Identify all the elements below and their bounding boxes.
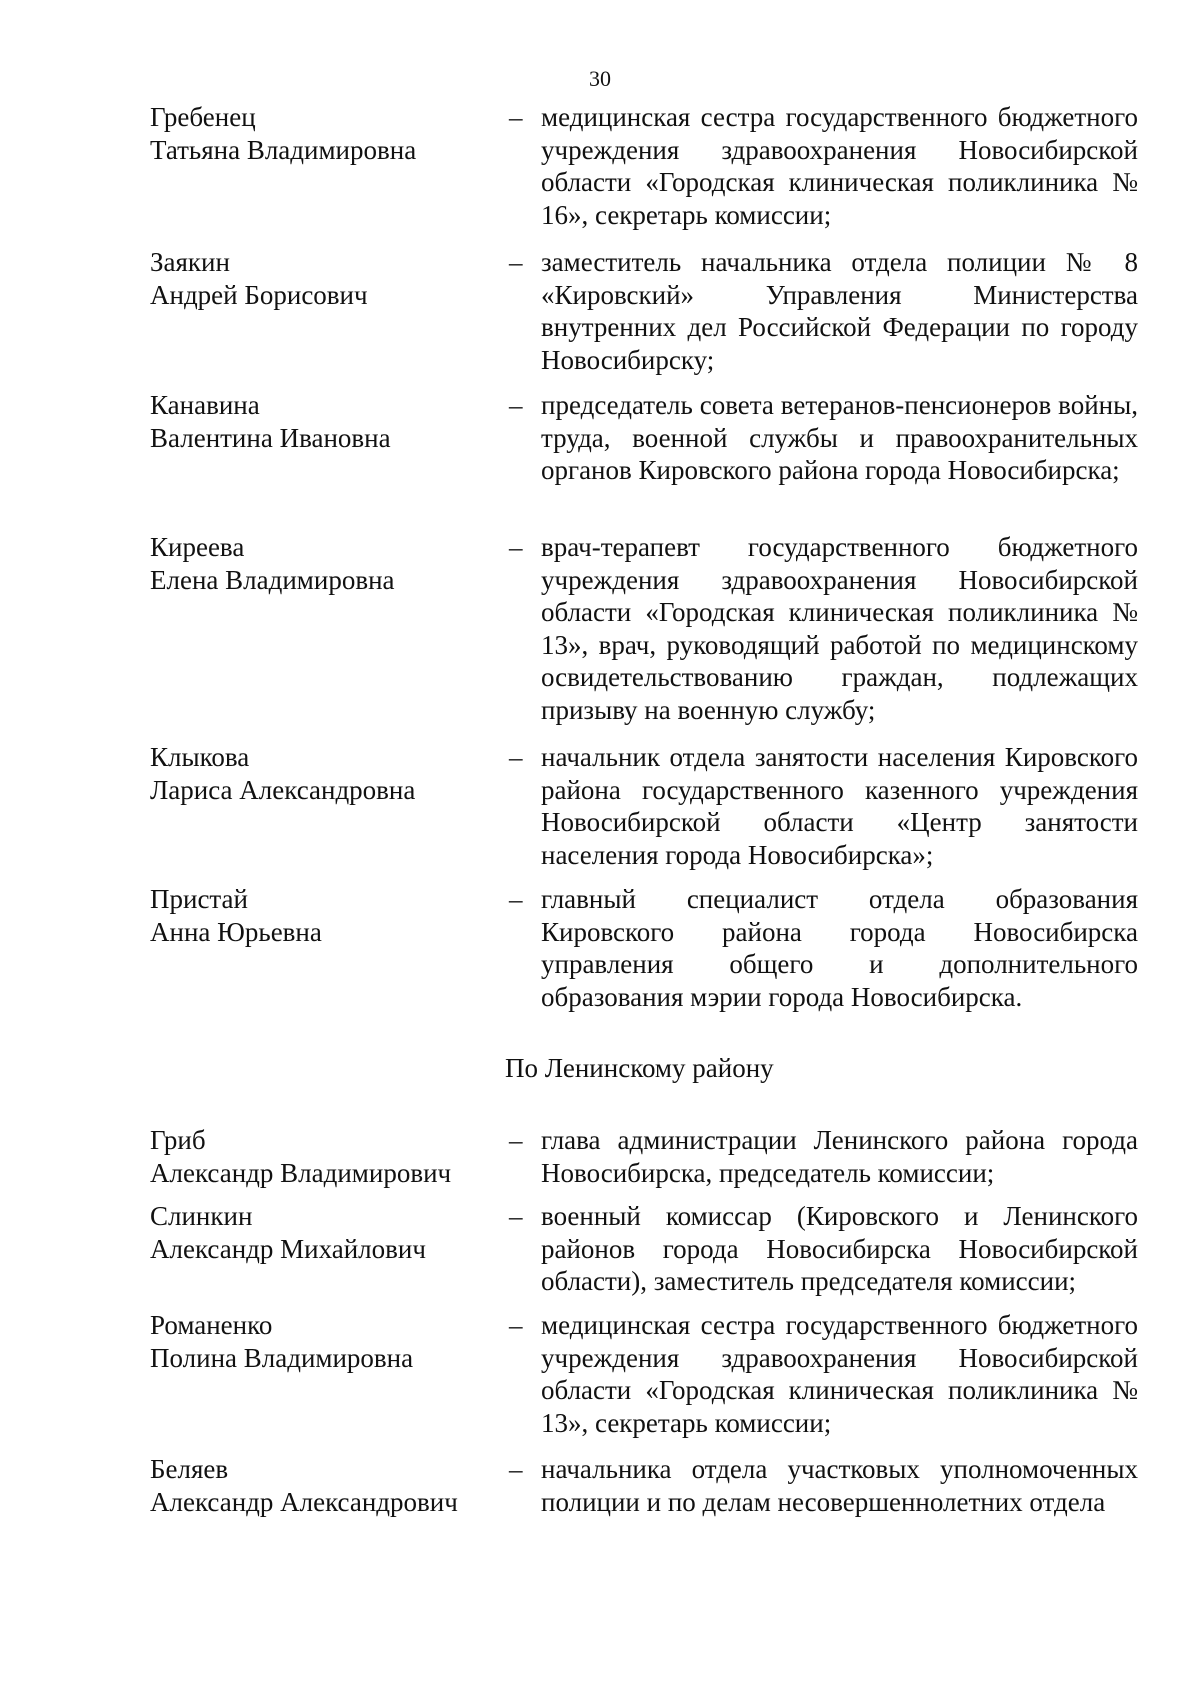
- page-number: 30: [589, 66, 611, 91]
- member-position: начальник отдела занятости населения Кировского района государственного казенного учреждения Новосибирской области «Центр занятости населения города Новосибирска»;: [541, 742, 1138, 870]
- member-position: медицинская сестра государственного бюджетного учреждения здравоохранения Новосибирской области «Городская клиническая поликлиника № 16», секретарь комиссии;: [541, 102, 1138, 230]
- member-position: начальника отдела участковых уполномоченных полиции и по делам несовершеннолетних отдела: [541, 1454, 1138, 1517]
- member-surname: Пристай: [150, 884, 248, 914]
- member-given-name: Александр Михайлович: [150, 1233, 426, 1264]
- member-surname: Гребенец: [150, 102, 256, 132]
- member-given-name: Андрей Борисович: [150, 279, 368, 310]
- member-name: [150, 246, 490, 311]
- member-given-name: Полина Владимировна: [150, 1342, 414, 1373]
- member-given-name: Валентина Ивановна: [150, 422, 391, 453]
- member-position: медицинская сестра государственного бюджетного учреждения здравоохранения Новосибирской области «Городская клиническая поликлиника № 13», секретарь комиссии;: [541, 1310, 1138, 1438]
- dash-separator: –: [509, 390, 523, 420]
- member-name: [150, 531, 490, 596]
- dash-separator: –: [509, 1125, 523, 1155]
- member-name: [150, 389, 490, 454]
- dash-separator: –: [509, 884, 523, 914]
- member-name: [150, 1200, 490, 1265]
- member-position: глава администрации Ленинского района города Новосибирска, председатель комиссии;: [541, 1125, 1138, 1188]
- member-name: [150, 1453, 490, 1518]
- dash-separator: –: [509, 1201, 523, 1231]
- dash-separator: –: [509, 247, 523, 277]
- member-name: [150, 883, 490, 948]
- member-name: [150, 101, 490, 166]
- dash-separator: –: [509, 102, 523, 132]
- member-surname: Гриб: [150, 1125, 206, 1155]
- dash-separator: –: [509, 1454, 523, 1484]
- member-surname: Слинкин: [150, 1201, 253, 1231]
- member-position: председатель совета ветеранов-пенсионеров войны, труда, военной службы и правоохранительных органов Кировского района города Новосибирска;: [541, 390, 1138, 485]
- dash-separator: –: [509, 532, 523, 562]
- member-surname: Заякин: [150, 247, 230, 277]
- member-surname: Канавина: [150, 390, 260, 420]
- section-heading-text: По Ленинскому району: [505, 1053, 774, 1083]
- member-given-name: Лариса Александровна: [150, 774, 416, 805]
- member-given-name: Елена Владимировна: [150, 564, 395, 595]
- member-position: военный комиссар (Кировского и Ленинского районов города Новосибирска Новосибирской области), заместитель председателя комиссии;: [541, 1201, 1138, 1296]
- member-given-name: Анна Юрьевна: [150, 916, 322, 947]
- member-given-name: Александр Александрович: [150, 1486, 458, 1517]
- member-surname: Беляев: [150, 1454, 229, 1484]
- member-position: главный специалист отдела образования Кировского района города Новосибирска управления общего и дополнительного образования мэрии города Новосибирска.: [541, 884, 1138, 1012]
- member-name: [150, 741, 490, 806]
- member-name: [150, 1124, 490, 1189]
- member-surname: Романенко: [150, 1310, 273, 1340]
- member-given-name: Татьяна Владимировна: [150, 134, 417, 165]
- member-surname: Клыкова: [150, 742, 250, 772]
- member-name: [150, 1309, 490, 1374]
- dash-separator: –: [509, 742, 523, 772]
- dash-separator: –: [509, 1310, 523, 1340]
- member-position: врач-терапевт государственного бюджетного учреждения здравоохранения Новосибирской области «Городская клиническая поликлиника № 13», врач, руководящий работой по медицинскому освидетельствованию граждан, подлежащих призыву на военную службу;: [541, 532, 1138, 725]
- member-position: заместитель начальника отдела полиции № 8 «Кировский» Управления Министерства внутренних дел Российской Федерации по городу Новосибирску;: [541, 247, 1138, 375]
- member-given-name: Александр Владимирович: [150, 1157, 452, 1188]
- member-surname: Киреева: [150, 532, 245, 562]
